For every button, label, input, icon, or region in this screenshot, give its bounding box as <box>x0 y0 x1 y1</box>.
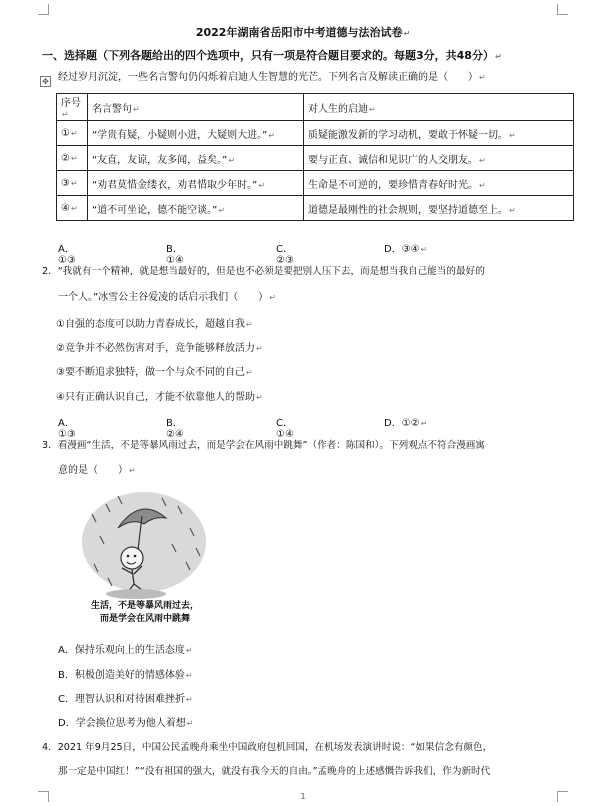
q2-statement: ③要不断追求独特，做一个与众不同的自己↵ <box>56 367 253 378</box>
option-b[interactable]: B．②④ <box>166 418 184 440</box>
q3-option-b[interactable]: B．积极创造美好的情感体验↵ <box>58 670 193 681</box>
q2-statement: ④只有正确认识自己，才能不依靠他人的帮助↵ <box>56 392 263 403</box>
option-c[interactable]: C．②③ <box>276 244 294 266</box>
option-c[interactable]: C．①④ <box>276 418 294 440</box>
q4-stem-line2: 那一定是中国红！”“没有祖国的强大，就没有我今天的自由。”孟晚舟的上述感慨告诉我们，作为新时代 <box>58 766 491 777</box>
table-row <box>57 196 574 221</box>
table-cell: “学贵有疑，小疑则小进，大疑则大进。”↵ <box>88 121 304 146</box>
option-a[interactable]: A．①③ <box>58 418 76 440</box>
table-row <box>57 121 574 146</box>
crop-mark-top-right <box>557 4 568 15</box>
q1-stem: 经过岁月沉淀，一些名言警句仍闪烁着启迪人生智慧的光芒。下列名言及解读正确的是（ ）↵ <box>58 72 486 83</box>
cartoon-caption: 生活，不是等暴风雨过去， 而是学会在风雨中跳舞 <box>90 601 199 624</box>
table-header-row <box>57 94 574 121</box>
q2-stem-line1: 2．“我就有一个精神，就是想当最好的，但是也不必须是要把别人压下去，而是想当我自己能当的最好的 <box>42 266 485 277</box>
section-heading: 一、选择题（下列各题给出的四个选项中，只有一项是符合题目要求的。每题3分，共48分）↵ <box>42 49 502 62</box>
q2-stem-line2: 一个人。”冰雪公主谷爱凌的话启示我们（ ）↵ <box>58 292 276 303</box>
table-cell: ④↵ <box>57 196 88 221</box>
option-d[interactable]: D．③④↵ <box>384 244 428 255</box>
q2-statement: ①自强的态度可以助力青春成长，超越自我↵ <box>56 319 253 330</box>
crop-mark-top-left <box>38 4 49 15</box>
option-b[interactable]: B．①④ <box>166 244 184 266</box>
q3-stem-line1: 3．看漫画“生活，不是等暴风雨过去，而是学会在风雨中跳舞”（作者：陈国和）。下列观点不符合漫画寓 <box>42 440 485 451</box>
q4-stem-line1: 4．2021 年9月25日，中国公民孟晚舟乘坐中国政府包机回国，在机场发表演讲时说：“如果信念有颜色， <box>42 742 493 753</box>
option-d[interactable]: D．①②↵ <box>384 418 428 429</box>
page-number: 1 <box>300 792 306 801</box>
table-row <box>57 171 574 196</box>
q3-option-c[interactable]: C．理智认识和对待困难挫折↵ <box>58 694 193 705</box>
q2-statement: ②竞争并不必然伤害对手，竞争能够释放活力↵ <box>56 343 263 354</box>
table-cell: 道德是最刚性的社会规则，要坚持道德至上。↵ <box>304 196 574 221</box>
table-header-cell: 序号↵ <box>57 94 88 121</box>
exam-title: 2022年湖南省岳阳市中考道德与法治试卷↵ <box>195 26 411 39</box>
table-cell: 质疑能激发新的学习动机，要敢于怀疑一切。↵ <box>304 121 574 146</box>
table-row <box>57 146 574 171</box>
table-cell: ②↵ <box>57 146 88 171</box>
table-cell: “劝君莫惜金缕衣，劝君惜取少年时。”↵ <box>88 171 304 196</box>
table-cell: “道不可坐论，德不能空谈。”↵ <box>88 196 304 221</box>
table-header-cell: 名言警句↵ <box>88 94 304 121</box>
q3-option-d[interactable]: D．学会换位思考为他人着想↵ <box>58 718 194 729</box>
option-a[interactable]: A．①③ <box>58 244 76 266</box>
table-cell: 要与正直、诚信和见识广的人交朋友。↵ <box>304 146 574 171</box>
table-cell: 生命是不可逆的，要珍惜青春好时光。↵ <box>304 171 574 196</box>
table-cell: ③↵ <box>57 171 88 196</box>
table-header-cell: 对人生的启迪↵ <box>304 94 574 121</box>
q3-option-a[interactable]: A．保持乐观向上的生活态度↵ <box>58 645 193 656</box>
table-cell: ①↵ <box>57 121 88 146</box>
table-cell: “友直，友谅，友多闻，益矣。”↵ <box>88 146 304 171</box>
q1-motto-table <box>56 93 574 221</box>
q3-stem-line2: 意的是（ ）↵ <box>58 465 136 476</box>
table-move-handle-icon[interactable]: ✥ <box>40 76 51 87</box>
